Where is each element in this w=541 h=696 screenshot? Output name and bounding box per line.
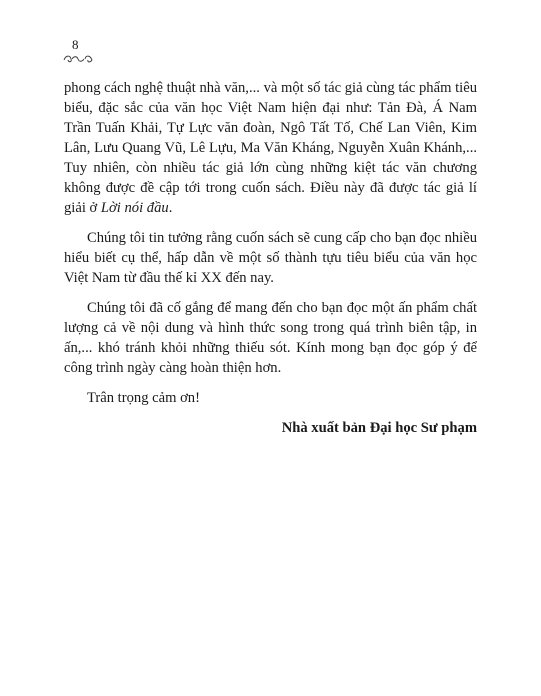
paragraph-1-end: .	[168, 200, 173, 216]
publisher-signature: Nhà xuất bản Đại học Sư phạm	[281, 420, 477, 436]
body-text	[64, 78, 477, 448]
paragraph-1	[64, 78, 477, 218]
page-number: 8	[72, 37, 79, 52]
paragraph-1-text: phong cách nghệ thuật nhà văn,... và một số tác giả cùng tác phẩm tiêu biểu, đặc sắc của văn học Việt Nam hiện đại như: Tản Đà, Á Nam Trần Tuấn Khải, Tự Lực văn đoàn, Ngô Tất Tố, Chế Lan Viên, Kim Lân, Lưu Quang Vũ, Lê Lựu, Ma Văn Kháng, Nguyễn Xuân Khánh,... Tuy nhiên, còn nhiều tác giả lớn cùng những kiệt tác văn chương không được đề cập tới trong cuốn sách. Điều này đã được tác giả lí giải ở	[64, 80, 477, 216]
paragraph-4: Trân trọng cảm ơn!	[87, 390, 200, 406]
paragraph-2: Chúng tôi tin tưởng rằng cuốn sách sẽ cung cấp cho bạn đọc nhiều hiểu biết cụ thể, hấp dẫn về một số thành tựu tiêu biểu của văn học Việt Nam từ đầu thế kỉ XX đến nay.	[64, 230, 477, 286]
paragraph-1-italic: Lời nói đầu	[100, 200, 169, 216]
ornament-icon	[63, 54, 93, 64]
paragraph-3: Chúng tôi đã cố gắng để mang đến cho bạn đọc một ấn phẩm chất lượng cả về nội dung và hình thức song trong quá trình biên tập, in ấn,... khó tránh khỏi những thiếu sót. Kính mong bạn đọc góp ý để công trình ngày càng hoàn thiện hơn.	[64, 300, 477, 376]
